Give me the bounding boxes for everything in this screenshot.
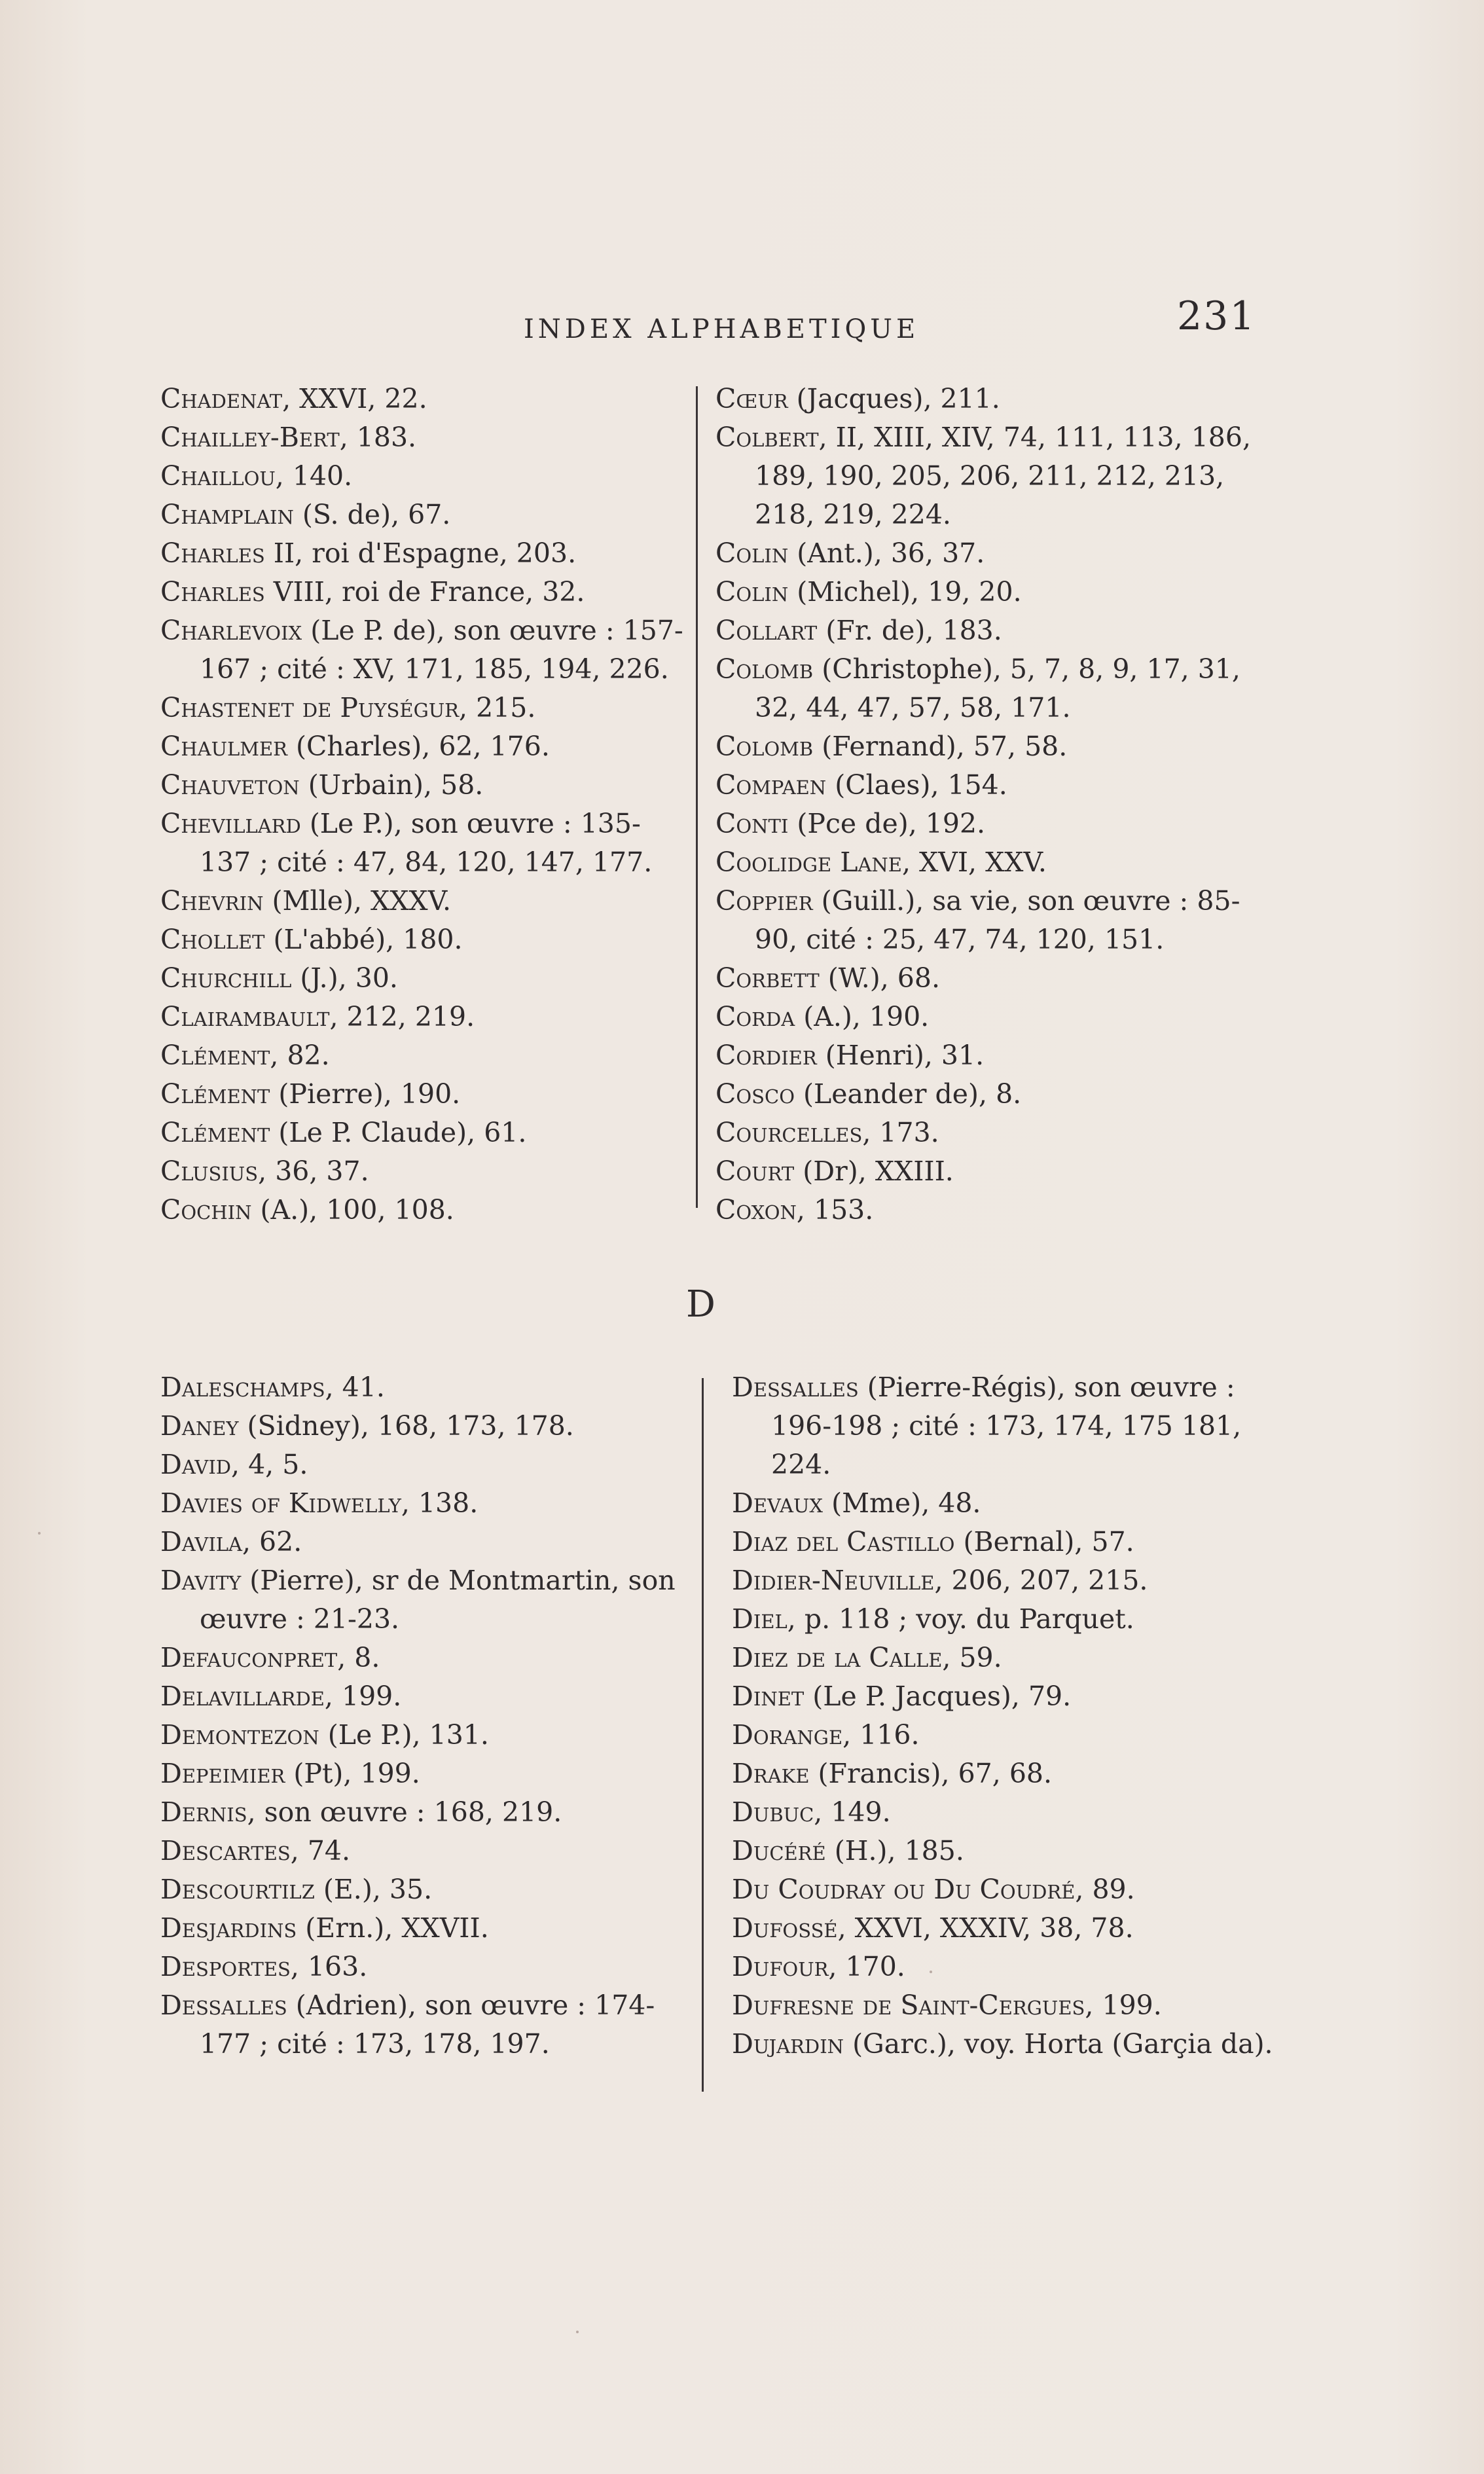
entry-name: Diez de la Calle [732, 1642, 943, 1673]
entry-references: , 212, 219. [329, 1001, 475, 1032]
entry-references: , 199. [1085, 1990, 1162, 2021]
entry-references: (Mlle), XXXV. [263, 885, 452, 917]
entry-name: Chastenet de Puységur [160, 692, 460, 723]
entry-name: Drake [732, 1758, 810, 1789]
entry-references: (S. de), 67. [293, 499, 451, 530]
entry-references: (Le P. Jacques), 79. [804, 1681, 1072, 1712]
entry-references: (H.), 185. [825, 1835, 964, 1866]
entry-references: (W.), 68. [819, 962, 940, 994]
index-entry [732, 2025, 1282, 2064]
entry-references: , son œuvre : 168, 219. [247, 1796, 562, 1828]
entry-name: Clément [160, 1117, 270, 1148]
index-entry [160, 534, 684, 573]
entry-name: Clément [160, 1040, 270, 1071]
entry-references: (Fr. de), 183. [817, 615, 1002, 646]
entry-name: Didier-Neuville [732, 1565, 935, 1596]
entry-name: Diaz del Castillo [732, 1526, 955, 1557]
entry-references: , 59. [942, 1642, 1002, 1673]
section-letter: D [686, 1283, 715, 1326]
index-entry [715, 1152, 1278, 1191]
entry-references: (E.), 35. [314, 1874, 433, 1905]
entry-name: Clairambault [160, 1001, 330, 1032]
entry-name: Chauveton [160, 769, 300, 801]
entry-name: Desjardins [160, 1912, 297, 1944]
index-entry [715, 882, 1278, 959]
entry-references: (Claes), 154. [826, 769, 1007, 801]
entry-references: (A.), 190. [795, 1001, 930, 1032]
entry-references: (Le P. de), son œuvre : 157-167 ; cité : XV, 171, 185, 194, 226. [200, 615, 683, 685]
index-entry [732, 1368, 1282, 1484]
index-entry [732, 1948, 1282, 1986]
entry-name: Cochin [160, 1194, 252, 1226]
entry-references: , XXVI, XXXIV, 38, 78. [837, 1912, 1134, 1944]
entry-references: (Le P.), son œuvre : 135-137 ; cité : 47, 84, 120, 147, 177. [200, 808, 653, 878]
index-entry [160, 727, 684, 766]
entry-name: Colin [715, 537, 789, 569]
entry-name: Du Coudray ou Du Coudré [732, 1874, 1076, 1905]
entry-name: Charles [160, 537, 265, 569]
index-entry [160, 1484, 691, 1523]
index-entry [732, 1986, 1282, 2025]
index-entry [160, 766, 684, 805]
index-entry [160, 1191, 684, 1229]
entry-name: Dubuc [732, 1796, 814, 1828]
index-entry [160, 1036, 684, 1075]
index-entry [160, 1948, 691, 1986]
index-entry [715, 1036, 1278, 1075]
entry-references: , 74. [290, 1835, 351, 1866]
entry-references: VIII, roi de France, 32. [264, 576, 585, 608]
entry-references: , 206, 207, 215. [934, 1565, 1148, 1596]
entry-references: , 199. [324, 1681, 402, 1712]
entry-references: (Urbain), 58. [299, 769, 484, 801]
entry-references: (Ern.), XXVII. [297, 1912, 489, 1944]
entry-name: Collart [715, 615, 818, 646]
entry-references: (A.), 100, 108. [251, 1194, 454, 1226]
index-column-d-right [732, 1368, 1282, 2064]
entry-name: Chadenat [160, 383, 283, 414]
entry-references: (L'abbé), 180. [264, 924, 463, 955]
entry-references: II, roi d'Espagne, 203. [264, 537, 577, 569]
entry-name: Demontezon [160, 1719, 319, 1751]
entry-references: (Le P.), 131. [319, 1719, 489, 1751]
entry-references: (Charles), 62, 176. [287, 731, 550, 762]
entry-references: , 170. [828, 1951, 905, 1982]
entry-name: Colbert [715, 422, 819, 453]
index-entry [160, 920, 684, 959]
paper-speck [930, 1971, 932, 1973]
index-entry [732, 1870, 1282, 1909]
entry-name: Descartes [160, 1835, 291, 1866]
index-column-c-left [160, 380, 684, 1229]
index-entry [160, 457, 684, 496]
index-entry [732, 1716, 1282, 1755]
entry-references: (Francis), 67, 68. [809, 1758, 1053, 1789]
index-entry [732, 1677, 1282, 1716]
page-number: 231 [1177, 293, 1256, 339]
index-entry [715, 766, 1278, 805]
index-entry [715, 843, 1278, 882]
index-entry [160, 882, 684, 920]
entry-references: (Jacques), 211. [787, 383, 1000, 414]
entry-references: , 62. [242, 1526, 302, 1557]
index-entry [160, 1677, 691, 1716]
entry-references: , 183. [339, 422, 417, 453]
entry-references: , 8. [337, 1642, 380, 1673]
index-entry [160, 1986, 691, 2064]
entry-references: (Fernand), 57, 58. [813, 731, 1068, 762]
index-entry [732, 1909, 1282, 1948]
entry-name: Charlevoix [160, 615, 302, 646]
index-entry [160, 1152, 684, 1191]
index-entry [160, 1870, 691, 1909]
entry-references: , II, XIII, XIV, 74, 111, 113, 186, 189, 190, 205, 206, 211, 212, 213, 218, 219, 224. [755, 422, 1251, 530]
entry-name: Cosco [715, 1078, 795, 1110]
entry-references: (Ant.), 36, 37. [788, 537, 985, 569]
entry-name: Corda [715, 1001, 795, 1032]
index-entry [715, 650, 1278, 727]
entry-references: , 41. [325, 1372, 385, 1403]
index-entry [715, 998, 1278, 1036]
index-entry [160, 1446, 691, 1484]
entry-name: Dernis [160, 1796, 247, 1828]
entry-name: Cordier [715, 1040, 817, 1071]
entry-references: (Sidney), 168, 173, 178. [238, 1410, 574, 1442]
index-entry [160, 380, 684, 418]
entry-references: , 4, 5. [231, 1449, 308, 1480]
entry-references: , 82. [270, 1040, 330, 1071]
entry-references: (Mme), 48. [823, 1487, 981, 1519]
entry-references: , p. 118 ; voy. du Parquet. [787, 1603, 1134, 1635]
index-entry [160, 1561, 691, 1639]
index-entry [160, 1639, 691, 1677]
entry-references: (J.), 30. [291, 962, 398, 994]
entry-name: Charles [160, 576, 265, 608]
index-entry [715, 573, 1278, 611]
entry-references: (Adrien), son œuvre : 174-177 ; cité : 173, 178, 197. [200, 1990, 655, 2060]
column-divider [702, 1378, 704, 2092]
entry-name: Davies of Kidwelly [160, 1487, 401, 1519]
entry-name: Coolidge Lane [715, 846, 902, 878]
entry-references: (Christophe), 5, 7, 8, 9, 17, 31, 32, 44, 47, 57, 58, 171. [755, 653, 1240, 723]
entry-references: (Leander de), 8. [794, 1078, 1022, 1110]
index-column-c-right [715, 380, 1278, 1229]
index-entry [160, 611, 684, 689]
entry-references: , 140. [275, 460, 353, 492]
entry-name: Conti [715, 808, 789, 839]
index-entry [715, 805, 1278, 843]
entry-name: Chollet [160, 924, 265, 955]
index-entry [160, 1368, 691, 1407]
paper-speck [576, 2331, 579, 2333]
entry-name: Dufour [732, 1951, 829, 1982]
entry-references: (Bernal), 57. [954, 1526, 1134, 1557]
index-entry [715, 611, 1278, 650]
entry-name: Clément [160, 1078, 270, 1110]
entry-name: Compaen [715, 769, 827, 801]
index-entry [160, 1716, 691, 1755]
entry-name: Dessalles [732, 1372, 859, 1403]
index-entry [715, 959, 1278, 998]
entry-name: Descourtilz [160, 1874, 315, 1905]
index-entry [160, 959, 684, 998]
entry-references: , 138. [401, 1487, 479, 1519]
entry-references: (Le P. Claude), 61. [270, 1117, 527, 1148]
entry-name: Cœur [715, 383, 788, 414]
entry-references: (Guill.), sa vie, son œuvre : 85-90, cité : 25, 47, 74, 120, 151. [755, 885, 1240, 955]
entry-name: Coppier [715, 885, 813, 917]
entry-references: , 153. [796, 1194, 874, 1226]
paper-speck [38, 1532, 41, 1535]
entry-name: Corbett [715, 962, 820, 994]
entry-references: , 116. [842, 1719, 920, 1751]
index-entry [715, 1114, 1278, 1152]
entry-references: , XVI, XXV. [901, 846, 1047, 878]
index-entry [160, 496, 684, 534]
index-entry [715, 1075, 1278, 1114]
entry-name: Coxon [715, 1194, 797, 1226]
entry-name: Champlain [160, 499, 294, 530]
entry-name: David [160, 1449, 232, 1480]
entry-references: (Pierre-Régis), son œuvre : 196-198 ; cité : 173, 174, 175 181, 224. [771, 1372, 1242, 1480]
entry-name: Diel [732, 1603, 787, 1635]
entry-name: Daney [160, 1410, 239, 1442]
entry-references: , 163. [290, 1951, 368, 1982]
index-entry [160, 998, 684, 1036]
index-entry [732, 1484, 1282, 1523]
entry-name: Defauconpret [160, 1642, 338, 1673]
entry-name: Chevillard [160, 808, 301, 839]
entry-name: Davila [160, 1526, 242, 1557]
running-head: INDEX ALPHABETIQUE [524, 314, 920, 344]
entry-references: (Henri), 31. [816, 1040, 985, 1071]
entry-references: (Michel), 19, 20. [788, 576, 1022, 608]
entry-name: Delavillarde [160, 1681, 325, 1712]
index-entry [160, 805, 684, 882]
entry-name: Depeimier [160, 1758, 285, 1789]
index-entry [715, 418, 1278, 534]
entry-references: (Dr), XXIII. [794, 1155, 954, 1187]
entry-references: (Garc.), voy. Horta (Garçia da). [844, 2028, 1273, 2060]
entry-name: Dujardin [732, 2028, 844, 2060]
index-column-d-left [160, 1368, 691, 2064]
index-entry [160, 1832, 691, 1870]
entry-name: Chevrin [160, 885, 264, 917]
entry-name: Dorange [732, 1719, 843, 1751]
index-entry [715, 1191, 1278, 1229]
entry-references: , XXVI, 22. [282, 383, 427, 414]
entry-name: Colomb [715, 653, 814, 685]
entry-references: , 36, 37. [258, 1155, 369, 1187]
index-entry [732, 1832, 1282, 1870]
index-entry [732, 1793, 1282, 1832]
index-entry [732, 1523, 1282, 1561]
entry-name: Colin [715, 576, 789, 608]
entry-name: Colomb [715, 731, 814, 762]
entry-name: Dufresne de Saint-Cergues [732, 1990, 1085, 2021]
index-entry [160, 1075, 684, 1114]
entry-name: Chaillou [160, 460, 276, 492]
entry-name: Clusius [160, 1155, 259, 1187]
index-entry [160, 1523, 691, 1561]
index-entry [732, 1561, 1282, 1600]
entry-references: (Pierre), sr de Montmartin, son œuvre : 21-23. [200, 1565, 676, 1635]
entry-name: Desportes [160, 1951, 291, 1982]
entry-name: Court [715, 1155, 795, 1187]
index-entry [715, 380, 1278, 418]
index-entry [160, 1909, 691, 1948]
entry-references: (Pce de), 192. [788, 808, 986, 839]
entry-name: Chaulmer [160, 731, 287, 762]
entry-name: Courcelles [715, 1117, 863, 1148]
entry-name: Chailley-Bert [160, 422, 340, 453]
entry-references: , 89. [1075, 1874, 1135, 1905]
entry-name: Ducéré [732, 1835, 826, 1866]
index-entry [732, 1639, 1282, 1677]
entry-name: Davity [160, 1565, 242, 1596]
entry-references: , 173. [862, 1117, 939, 1148]
index-entry [160, 418, 684, 457]
index-entry [160, 1114, 684, 1152]
entry-name: Devaux [732, 1487, 823, 1519]
index-entry [732, 1600, 1282, 1639]
index-entry [160, 573, 684, 611]
entry-references: , 215. [459, 692, 536, 723]
index-entry [160, 1793, 691, 1832]
column-divider [696, 386, 698, 1208]
entry-name: Dessalles [160, 1990, 287, 2021]
entry-references: (Pierre), 190. [270, 1078, 461, 1110]
index-entry [715, 534, 1278, 573]
index-entry [160, 1755, 691, 1793]
entry-references: (Pt), 199. [285, 1758, 420, 1789]
entry-references: , 149. [814, 1796, 891, 1828]
entry-name: Dinet [732, 1681, 805, 1712]
index-entry [160, 689, 684, 727]
index-entry [160, 1407, 691, 1446]
entry-name: Churchill [160, 962, 292, 994]
entry-name: Dufossé [732, 1912, 838, 1944]
index-entry [732, 1755, 1282, 1793]
index-entry [715, 727, 1278, 766]
entry-name: Daleschamps [160, 1372, 325, 1403]
